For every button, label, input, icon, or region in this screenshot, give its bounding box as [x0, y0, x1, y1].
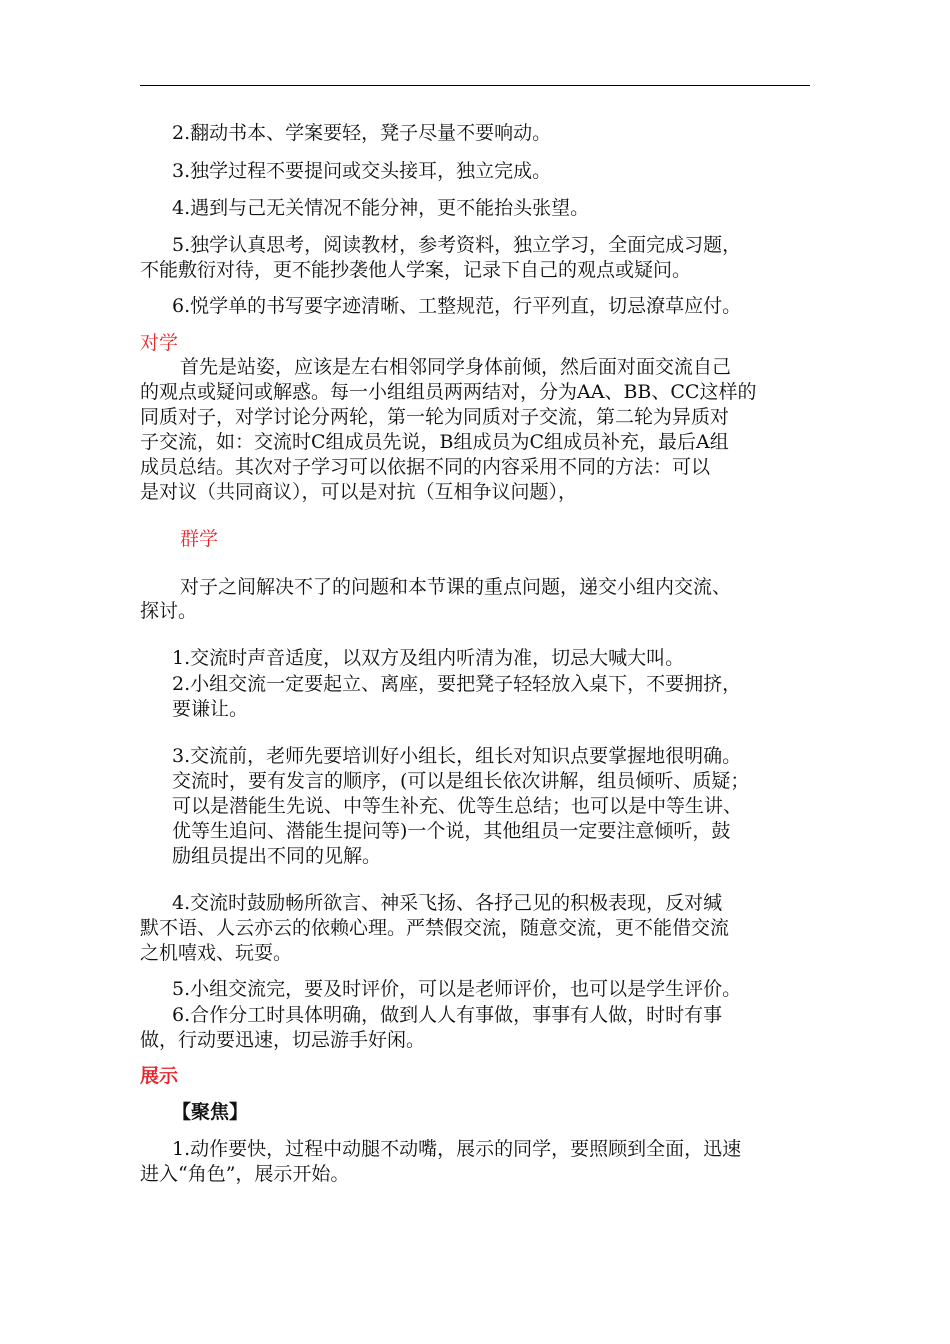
paragraph-line: 6.悦学单的书写要字迹清晰、工整规范，行平列直，切忌潦草应付。: [172, 295, 742, 317]
paragraph-line: 探讨。: [140, 600, 198, 622]
paragraph-line: 首先是站姿，应该是左右相邻同学身体前倾，然后面对面交流自己: [180, 356, 732, 378]
paragraph-line: 之机嘻戏、玩耍。: [140, 942, 293, 964]
paragraph-line: 是对议（共同商议），可以是对抗（互相争议问题），: [140, 481, 578, 503]
paragraph-line: 励组员提出不同的见解。: [172, 845, 382, 867]
paragraph-line: 子交流，如：交流时C组成员先说，B组成员为C组成员补充，最后A组: [140, 431, 729, 453]
paragraph-line: 要谦让。: [172, 698, 249, 720]
paragraph-line: 默不语、人云亦云的依赖心理。严禁假交流，随意交流，更不能借交流: [140, 917, 730, 939]
header-rule: [140, 85, 810, 86]
paragraph-line: 1.动作要快，过程中动腿不动嘴，展示的同学，要照顾到全面，迅速: [172, 1138, 742, 1160]
paragraph-line: 4.交流时鼓励畅所欲言、神采飞扬、各抒己见的积极表现，反对缄: [172, 892, 723, 914]
paragraph-line: 成员总结。其次对子学习可以依据不同的内容采用不同的方法：可以: [140, 456, 711, 478]
paragraph-line: 交流时，要有发言的顺序，(可以是组长依次讲解，组员倾听、质疑；: [172, 770, 750, 792]
section-heading: 展示: [140, 1065, 179, 1087]
paragraph-line: 2.翻动书本、学案要轻，凳子尽量不要响动。: [172, 122, 552, 144]
paragraph-line: 4.遇到与己无关情况不能分神，更不能抬头张望。: [172, 197, 590, 219]
paragraph-line: 5.独学认真思考，阅读教材，参考资料，独立学习，全面完成习题，: [172, 234, 742, 256]
paragraph-line: 6.合作分工时具体明确，做到人人有事做，事事有人做，时时有事: [172, 1004, 723, 1026]
paragraph-line: 的观点或疑问或解惑。每一小组组员两两结对，分为AA、BB、CC这样的: [140, 381, 757, 403]
paragraph-line: 做，行动要迅速，切忌游手好闲。: [140, 1029, 426, 1051]
sub-heading: 【聚焦】: [172, 1101, 249, 1123]
paragraph-line: 可以是潜能生先说、中等生补充、优等生总结；也可以是中等生讲、: [172, 795, 743, 817]
paragraph-line: 进入“角色”，展示开始。: [140, 1163, 350, 1185]
paragraph-line: 不能敷衍对待，更不能抄袭他人学案，记录下自己的观点或疑问。: [140, 259, 692, 281]
paragraph-line: 同质对子，对学讨论分两轮，第一轮为同质对子交流，第二轮为异质对: [140, 406, 730, 428]
paragraph-line: 3.交流前，老师先要培训好小组长，组长对知识点要掌握地很明确。: [172, 745, 742, 767]
paragraph-line: 5.小组交流完，要及时评价，可以是老师评价，也可以是学生评价。: [172, 978, 742, 1000]
paragraph-line: 1.交流时声音适度，以双方及组内听清为准，切忌大喊大叫。: [172, 647, 685, 669]
section-heading: 群学: [180, 528, 219, 550]
paragraph-line: 2.小组交流一定要起立、离座，要把凳子轻轻放入桌下，不要拥挤，: [172, 673, 742, 695]
paragraph-line: 对子之间解决不了的问题和本节课的重点问题，递交小组内交流、: [180, 576, 732, 598]
paragraph-line: 优等生追问、潜能生提问等)一个说，其他组员一定要注意倾听，鼓: [172, 820, 731, 842]
paragraph-line: 3.独学过程不要提问或交头接耳，独立完成。: [172, 160, 552, 182]
section-heading: 对学: [140, 332, 179, 354]
